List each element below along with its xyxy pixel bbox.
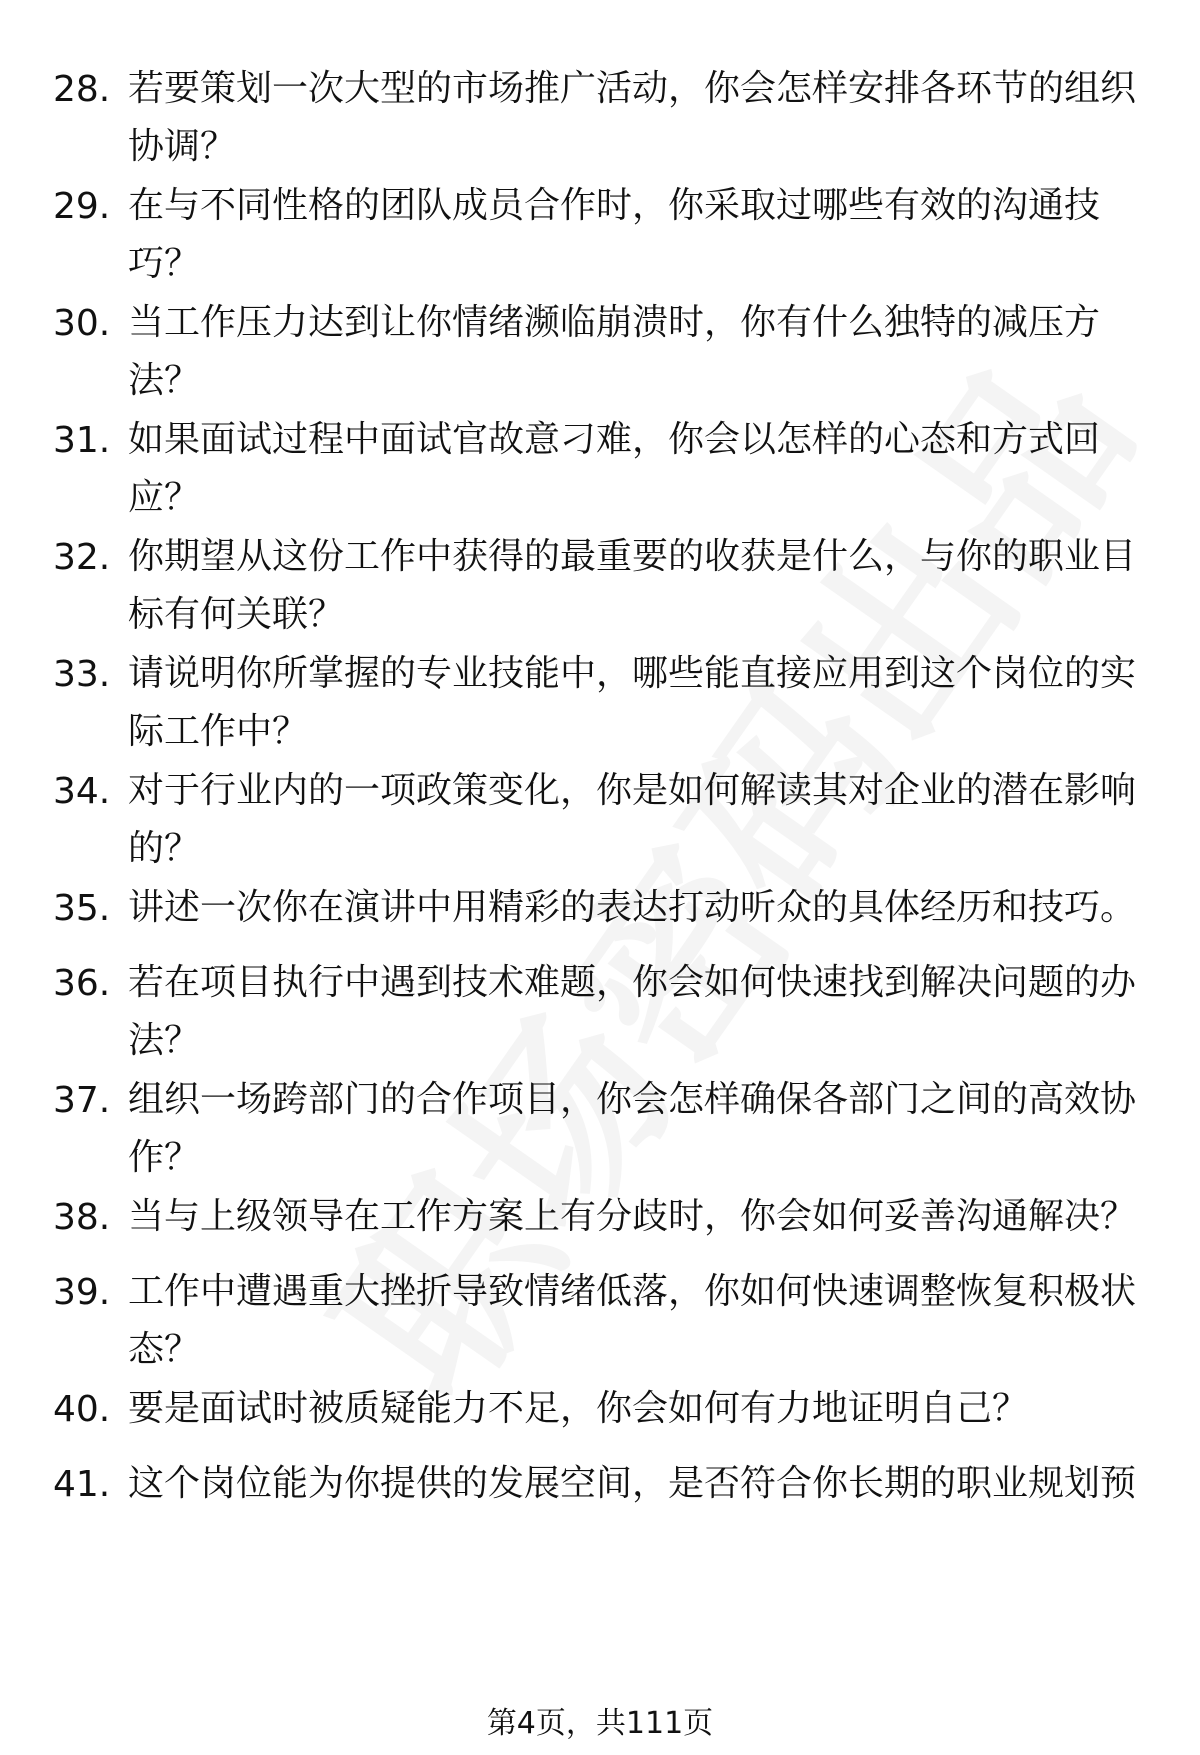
question-text: 要是面试时被质疑能力不足，你会如何有力地证明自己？ (128, 1388, 1029, 1429)
question-number: 31. (53, 420, 111, 461)
question-number: 35. (53, 888, 111, 929)
question-text: 你期望从这份工作中获得的最重要的收获是什么，与你的职业目标有何关联？ (128, 536, 1137, 635)
question-text: 当工作压力达到让你情绪濒临崩溃时，你有什么独特的减压方法？ (128, 302, 1101, 401)
question-number: 34. (53, 771, 111, 812)
question-number: 29. (53, 186, 111, 227)
question-text: 这个岗位能为你提供的发展空间，是否符合你长期的职业规划预 (128, 1463, 1137, 1504)
question-number: 37. (53, 1080, 111, 1121)
question-number: 40. (53, 1389, 111, 1430)
question-text: 组织一场跨部门的合作项目，你会怎样确保各部门之间的高效协作？ (128, 1079, 1137, 1178)
question-text: 当与上级领导在工作方案上有分歧时，你会如何妥善沟通解决？ (128, 1196, 1137, 1237)
question-text: 工作中遭遇重大挫折导致情绪低落，你如何快速调整恢复积极状态？ (128, 1271, 1137, 1370)
question-number: 32. (53, 537, 111, 578)
question-text: 讲述一次你在演讲中用精彩的表达打动听众的具体经历和技巧。 (128, 887, 1137, 928)
question-text: 若在项目执行中遇到技术难题，你会如何快速找到解决问题的办法？ (128, 962, 1137, 1061)
question-number: 30. (53, 303, 111, 344)
question-text: 对于行业内的一项政策变化，你是如何解读其对企业的潜在影响的？ (128, 770, 1137, 869)
question-text: 请说明你所掌握的专业技能中，哪些能直接应用到这个岗位的实际工作中？ (128, 653, 1137, 752)
question-number: 33. (53, 654, 111, 695)
question-text: 若要策划一次大型的市场推广活动，你会怎样安排各环节的组织协调？ (128, 68, 1137, 167)
question-number: 36. (53, 963, 111, 1004)
question-number: 38. (53, 1197, 111, 1238)
question-number: 39. (53, 1272, 111, 1313)
page-number-footer: 第4页，共111页 (486, 1706, 714, 1741)
question-number: 28. (53, 69, 111, 110)
question-text: 如果面试过程中面试官故意刁难，你会以怎样的心态和方式回应？ (128, 419, 1101, 518)
question-number: 41. (53, 1464, 111, 1505)
question-text: 在与不同性格的团队成员合作时，你采取过哪些有效的沟通技巧？ (128, 185, 1101, 284)
